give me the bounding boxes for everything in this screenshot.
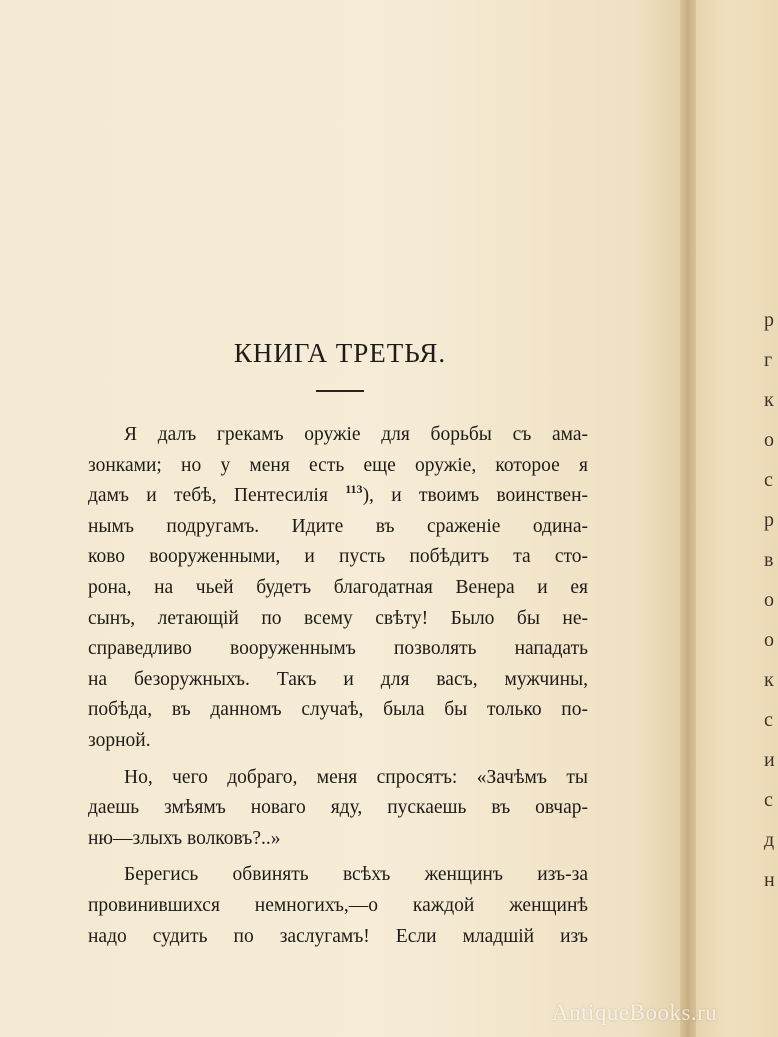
text-line: зорной. [88, 729, 151, 751]
text-line: нымъ подругамъ. Идите въ сраженіе одина- [88, 515, 588, 537]
text-line: даешь змѣямъ новаго яду, пускаешь въ овчар- [88, 797, 588, 819]
text-line: на безоружныхъ. Такъ и для васъ, мужчины, [88, 668, 588, 690]
text-line: Берегись обвинять всѣхъ женщинъ изъ-за [124, 864, 588, 886]
text-line [88, 481, 588, 512]
text-line-part: ), и твоимъ воинствен- [362, 485, 588, 507]
chapter-title: КНИГА ТРЕТЬЯ. [233, 338, 447, 368]
text-line: ню—злыхъ волковъ?..» [88, 827, 281, 849]
text-line: зонками; но у меня есть еще оружіе, которое я [88, 454, 588, 476]
facing-page-text-fragments: р г к о с р в о о к с и с д н [764, 309, 775, 891]
text-line: побѣда, въ данномъ случаѣ, была бы только по- [88, 699, 588, 721]
watermark: AntiqueBooks.ru [552, 1000, 718, 1025]
text-line: рона, на чьей будетъ благодатная Венера и ея [88, 576, 588, 598]
text-line: провинившихся немногихъ,—о каждой женщинѣ [88, 894, 588, 916]
footnote-reference: 113 [345, 482, 363, 497]
text-line: справедливо вооруженнымъ позволять нападать [88, 638, 588, 660]
text-line: ково вооруженными, и пусть побѣдитъ та сто- [88, 546, 588, 568]
title-divider [316, 390, 364, 392]
text-line-part: дамъ и тебѣ, Пентесилія [88, 485, 328, 507]
text-line: Я далъ грекамъ оружіе для борьбы съ ама- [124, 424, 588, 445]
text-line: надо судить по заслугамъ! Если младшій изъ [88, 925, 588, 947]
body-text [88, 420, 588, 952]
text-line: Но, чего добраго, меня спросятъ: «Зачѣмъ ты [124, 766, 588, 788]
text-line: сынъ, летающій по всему свѣту! Было бы не- [88, 607, 588, 629]
